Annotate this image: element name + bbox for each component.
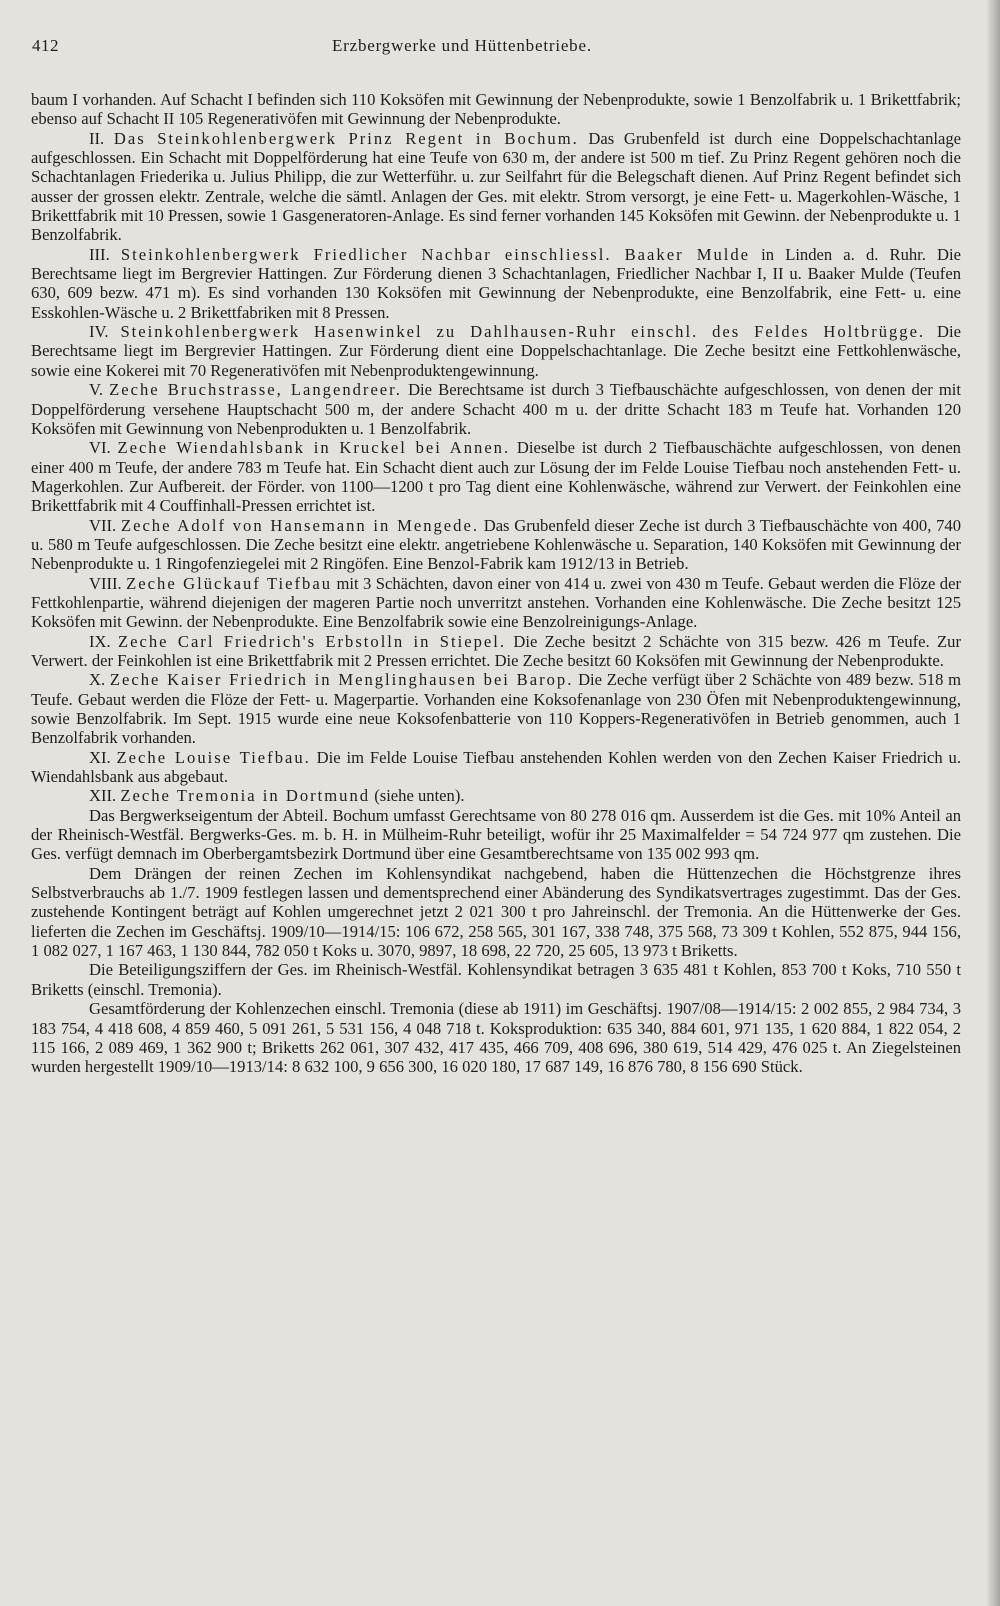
section-paragraph <box>31 516 961 574</box>
section-paragraph <box>31 632 961 671</box>
page-body <box>31 90 961 1077</box>
section-heading: Zeche Glückauf Tiefbau <box>126 573 333 593</box>
section-number: X. <box>89 670 106 690</box>
section-paragraph <box>31 438 961 515</box>
section-number: III. <box>89 244 110 264</box>
paragraph-text: Das Grubenfeld dieser Zeche ist durch 3 Tiefbauschächte von 400, 740 u. 580 m Teufe aufgeschlossen. Die Zeche besitzt eine elektr. angetriebene Kohlenwäsche u. Separation, 140 Koksöfen mit Gewinnung der Nebenprodukte u. 1 Ringofenziegelei mit 2 Ringöfen. Eine Benzol-Fabrik kam 1912/13 in Betrieb. <box>31 515 961 574</box>
section-paragraph <box>31 322 961 380</box>
section-number: VIII. <box>89 573 122 593</box>
section-paragraph <box>31 748 961 787</box>
section-heading: Steinkohlenbergwerk Friedlicher Nachbar einschliessl. Baaker Mulde <box>120 244 751 264</box>
section-paragraph <box>31 245 961 322</box>
section-number: VII. <box>89 515 117 535</box>
paragraph-text: Die Berechtsame ist durch 3 Tiefbauschächte aufgeschlossen, von denen der mit Doppelförderung versehene Hauptschacht 500 m, der andere Schacht 400 m u. der dritte Schacht 183 m Teufe hat. Vorhanden 120 Koksöfen mit Gewinnung von Nebenprodukten u. 1 Benzolfabrik. <box>31 380 961 438</box>
section-heading: Zeche Kaiser Friedrich in Menglinghausen bei Barop. <box>109 670 574 690</box>
running-title: Erzbergwerke und Hüttenbetriebe. <box>332 36 592 55</box>
section-heading: Steinkohlenbergwerk Hasenwinkel zu Dahlhausen-Ruhr einschl. des Feldes Holtbrügge. <box>120 322 926 342</box>
section-paragraph <box>31 380 961 438</box>
page-number: 412 <box>32 36 59 55</box>
body-paragraph <box>31 999 961 1076</box>
section-number: XI. <box>89 747 111 767</box>
paragraph-text: Das Bergwerkseigentum der Abteil. Bochum umfasst Gerechtsame von 80 278 016 qm. Ausserdem ist die Ges. mit 10% Anteil an der Rheinisch-Westfäl. Bergwerks-Ges. m. b. H. in Mülheim-Ruhr beteiligt, wofür ihr 25 Maximalfelder = 54 724 977 qm zustehen. Die Ges. verfügt demnach im Oberbergamtsbezirk Dortmund über eine Gesamtberechtsame von 135 002 993 qm. <box>31 805 961 864</box>
page-header <box>32 36 932 62</box>
paragraph-text: mit 3 Schächten, davon einer von 414 u. zwei von 430 m Teufe. Gebaut werden die Flöze der Fettkohlenpartie, während diejenigen der mageren Partie noch unverritzt anstehen. Vorhanden eine Kohlenwäsche. Die Zeche besitzt 125 Koksöfen mit Gewinn. der Nebenprodukte. Eine Benzolfabrik sowie eine Benzolreinigungs-Anlage. <box>31 573 961 632</box>
section-heading: Zeche Wiendahlsbank in Kruckel bei Annen. <box>117 438 511 458</box>
paragraph-text: Dem Drängen der reinen Zechen im Kohlensyndikat nachgebend, haben die Hüttenzechen die Höchstgrenze ihres Selbstverbrauchs ab 1./7. 1909 festlegen lassen und dementsprechend einer Abänderung des Syndikatsvertrages zugestimmt. Das der Ges. zustehende Kontingent beträgt auf Kohlen umgerechnet jetzt 2 021 300 t pro Jahreinschl. der Tremonia. An die Hüttenwerke der Ges. lieferten die Zechen im Geschäftsj. 1909/10—1914/15: 106 672, 258 565, 301 167, 338 748, 375 568, 73 309 t Kohlen, 552 875, 944 156, 1 082 027, 1 167 463, 1 130 844, 782 050 t Koks u. 3070, 9897, 18 698, 22 720, 25 605, 13 973 t Briketts. <box>31 863 961 961</box>
section-heading: Zeche Louise Tiefbau. <box>116 747 311 767</box>
section-number: IX. <box>89 631 111 651</box>
paragraph-text: Dieselbe ist durch 2 Tiefbauschächte aufgeschlossen, von denen einer 400 m Teufe, der andere 783 m Teufe hat. Ein Schacht dient auch zur Lösung der im Felde Louise Tiefbau noch anstehenden Fett- u. Magerkohlen. Zur Aufbereit. der Förder. von 1100—1200 t pro Tag dient eine Kohlenwäsche, während zur Verwert. der Feinkohlen eine Brikettfabrik mit 4 Couffinhall-Pressen errichtet ist. <box>31 438 961 516</box>
section-heading: Zeche Carl Friedrich's Erbstolln in Stiepel. <box>118 631 507 651</box>
section-number: II. <box>89 128 105 148</box>
body-paragraph <box>31 960 961 999</box>
paragraph-text: Die Zeche besitzt 2 Schächte von 315 bezw. 426 m Teufe. Zur Verwert. der Feinkohlen ist eine Brikettfabrik mit 2 Pressen errichtet. Die Zeche besitzt 60 Koksöfen mit Gewinnung der Nebenprodukte. <box>31 631 961 670</box>
section-number: VI. <box>89 438 111 458</box>
paragraph-text: Die Zeche verfügt über 2 Schächte von 489 bezw. 518 m Teufe. Gebaut werden die Flöze der Fett- u. Magerpartie. Vorhanden eine Koksofenanlage von 230 Öfen mit Nebenproduktengewinnung, sowie Benzolfabrik. Im Sept. 1915 wurde eine neue Koksofenbatterie von 110 Koppers-Regenerativöfen in Betrieb genommen, auch 1 Benzolfabrik vorhanden. <box>31 670 961 748</box>
section-paragraph <box>31 574 961 632</box>
section-number: XII. <box>89 786 117 806</box>
paragraph-text: (siehe unten). <box>370 786 465 806</box>
section-heading: Zeche Tremonia in Dortmund <box>120 786 371 806</box>
paragraph-text: Die Berechtsame liegt im Bergrevier Hattingen. Zur Förderung dient eine Doppelschachtanlage. Die Zeche besitzt eine Fettkohlenwäsche, sowie eine Kokerei mit 70 Regenerativöfen mit Nebenproduktengewinnung. <box>31 322 961 380</box>
paragraph-text: in Linden a. d. Ruhr. Die Berechtsame liegt im Bergrevier Hattingen. Zur Förderung dienen 3 Schachtanlagen, Friedlicher Nachbar I, II u. Baaker Mulde (Teufen 630, 609 bezw. 471 m). Es sind vorhanden 130 Koksöfen mit Gewinnung der Nebenprodukte, eine Benzolfabrik, eine Fett- u. eine Esskohlen-Wäsche u. 2 Brikettfabriken mit 8 Pressen. <box>31 244 961 322</box>
body-paragraph <box>31 806 961 864</box>
paragraph-continuation <box>31 90 961 129</box>
body-paragraph <box>31 864 961 961</box>
paragraph-text: Gesamtförderung der Kohlenzechen einschl. Tremonia (diese ab 1911) im Geschäftsj. 1907/08—1914/15: 2 002 855, 2 984 734, 3 183 754, 4 418 608, 4 859 460, 5 091 261, 5 531 156, 4 048 718 t. Koksproduktion: 635 340, 884 601, 971 135, 1 620 884, 1 822 054, 2 115 166, 2 089 469, 1 362 900 t; Briketts 262 061, 307 432, 417 435, 466 709, 408 696, 380 619, 514 429, 476 025 t. An Ziegelsteinen wurden hergestellt 1909/10—1913/14: 8 632 100, 9 656 300, 16 020 180, 17 687 149, 16 876 780, 8 156 690 Stück. <box>31 999 961 1077</box>
section-heading: Zeche Bruchstrasse, Langendreer. <box>109 380 402 400</box>
paragraph-text: baum I vorhanden. Auf Schacht I befinden sich 110 Koksöfen mit Gewinnung der Nebenprodukte, sowie 1 Benzolfabrik u. 1 Brikettfabrik; ebenso auf Schacht II 105 Regenerativöfen mit Gewinnung der Nebenprodukte. <box>31 90 961 129</box>
section-heading: Zeche Adolf von Hansemann in Mengede. <box>120 515 479 535</box>
section-heading: Das Steinkohlenbergwerk Prinz Regent in Bochum. <box>113 128 579 148</box>
section-paragraph <box>31 670 961 747</box>
section-paragraph <box>31 129 961 245</box>
paragraph-text: Die im Felde Louise Tiefbau anstehenden Kohlen werden von den Zechen Kaiser Friedrich u. Wiendahlsbank aus abgebaut. <box>31 747 961 787</box>
paragraph-text: Die Beteiligungsziffern der Ges. im Rheinisch-Westfäl. Kohlensyndikat betragen 3 635 481 t Kohlen, 853 700 t Koks, 710 550 t Briketts (einschl. Tremonia). <box>31 960 961 999</box>
section-number: V. <box>89 380 103 400</box>
paragraph-text: Das Grubenfeld ist durch eine Doppelschachtanlage aufgeschlossen. Ein Schacht mit Doppelförderung hat eine Teufe von 630 m, der andere ist 500 m tief. Zu Prinz Regent gehören noch die Schachtanlagen Friederika u. Julius Philipp, die zur Wetterführ. u. zur Seilfahrt für die Belegschaft dienen. Auf Prinz Regent befindet sich ausser der grossen elektr. Zentrale, welche die sämtl. Anlagen der Ges. mit elektr. Strom versorgt, je eine Fett- u. Magerkohlen-Wäsche, 1 Brikettfabrik mit 10 Pressen, sowie 1 Gasgeneratoren-Anlage. Es sind ferner vorhanden 145 Koksöfen mit Gewinn. der Nebenprodukte u. 1 Benzolfabrik. <box>31 128 961 245</box>
section-paragraph <box>31 786 961 805</box>
section-number: IV. <box>89 322 109 342</box>
